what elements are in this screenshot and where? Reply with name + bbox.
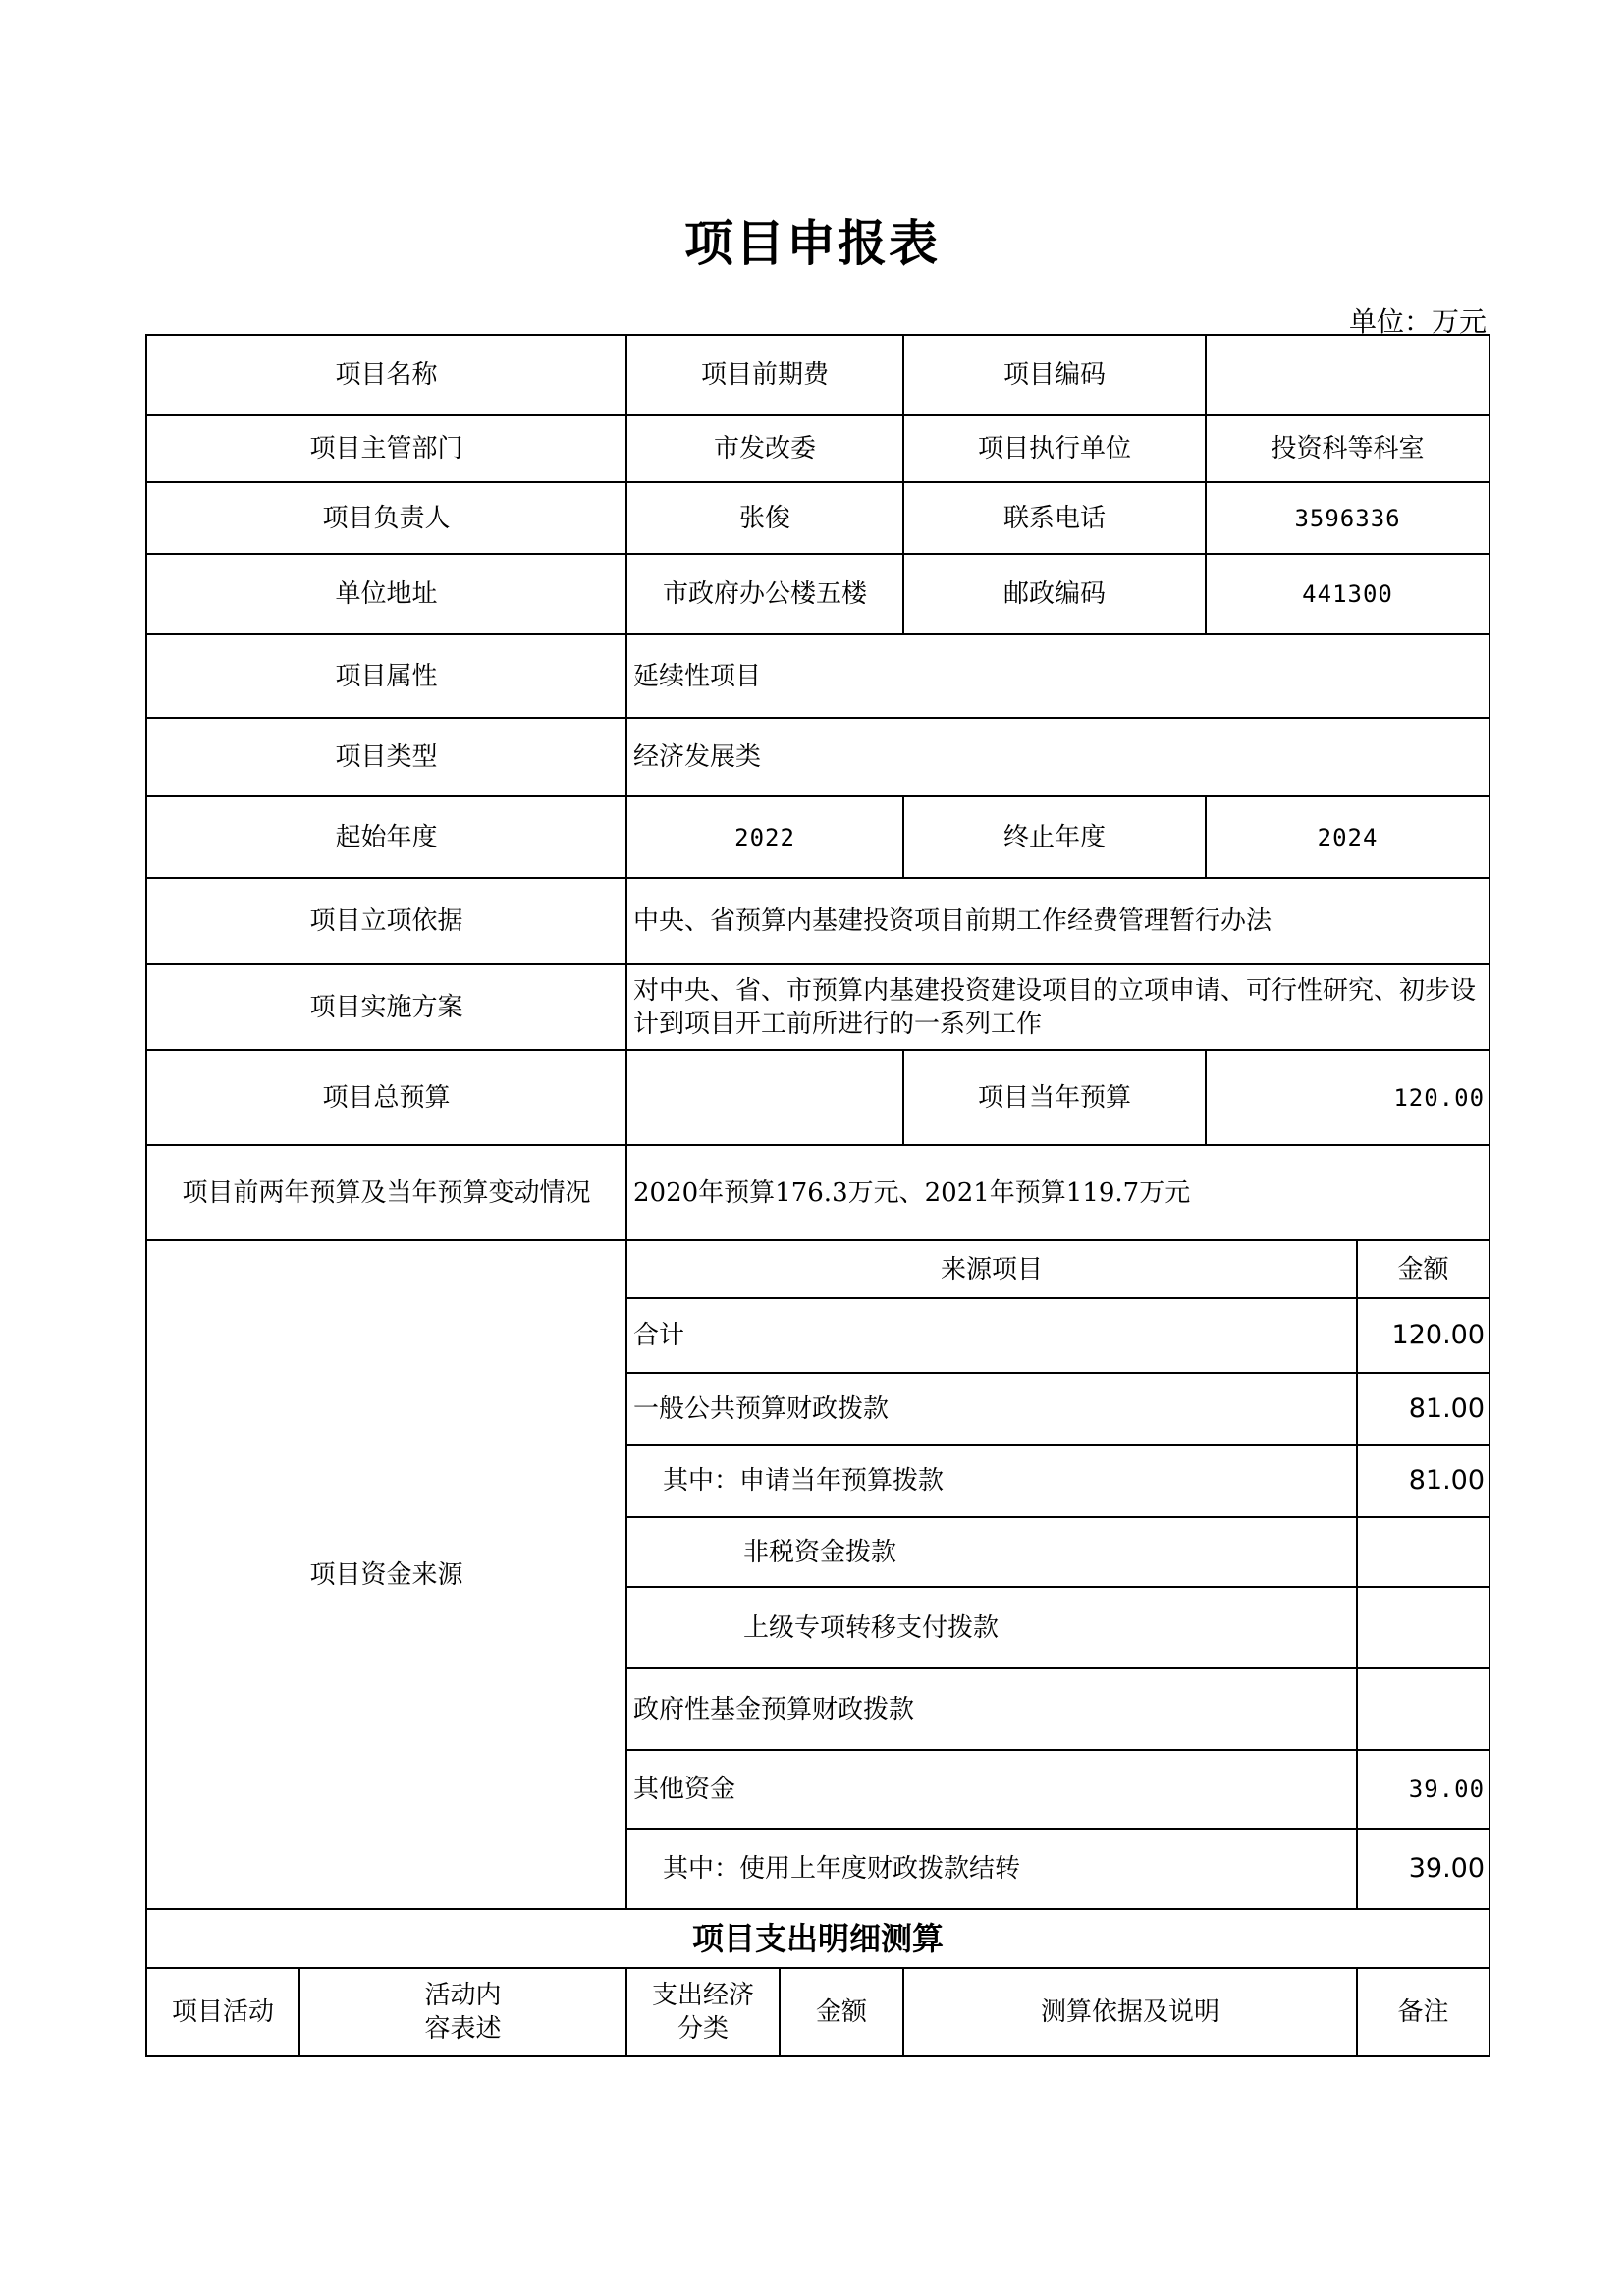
funding-item-amount: 39.00 — [1357, 1750, 1489, 1829]
funding-source-label: 项目资金来源 — [146, 1240, 626, 1909]
expense-header-amount: 金额 — [780, 1968, 903, 2056]
total-budget-label: 项目总预算 — [146, 1050, 626, 1145]
plan-value: 对中央、省、市预算内基建投资建设项目的立项申请、可行性研究、初步设计到项目开工前所进行的一系列工作 — [626, 964, 1489, 1050]
table-row — [146, 1050, 1489, 1145]
start-year-label: 起始年度 — [146, 796, 626, 878]
page-title: 项目申报表 — [684, 215, 940, 272]
funding-item-name: 其中：使用上年度财政拨款结转 — [626, 1829, 1357, 1909]
year-budget-value: 120.00 — [1206, 1050, 1489, 1145]
address-value: 市政府办公楼五楼 — [626, 554, 903, 634]
table-row — [146, 1968, 1489, 2056]
funding-item-amount — [1357, 1668, 1489, 1750]
expense-header-description: 活动内容表述 — [299, 1968, 626, 2056]
department-value: 市发改委 — [626, 415, 903, 482]
expense-header-activity: 项目活动 — [146, 1968, 299, 2056]
funding-item-name: 非税资金拨款 — [626, 1517, 1357, 1587]
funding-item-name: 一般公共预算财政拨款 — [626, 1373, 1357, 1445]
budget-change-value: 2020年预算176.3万元、2021年预算119.7万元 — [626, 1145, 1489, 1240]
funding-item-name: 政府性基金预算财政拨款 — [626, 1668, 1357, 1750]
table-row — [146, 878, 1489, 964]
basis-value: 中央、省预算内基建投资项目前期工作经费管理暂行办法 — [626, 878, 1489, 964]
project-code-label: 项目编码 — [903, 335, 1206, 415]
funding-item-amount — [1357, 1587, 1489, 1668]
attribute-value: 延续性项目 — [626, 634, 1489, 718]
plan-label: 项目实施方案 — [146, 964, 626, 1050]
funding-source-header: 来源项目 — [626, 1240, 1357, 1298]
attribute-label: 项目属性 — [146, 634, 626, 718]
phone-value: 3596336 — [1206, 482, 1489, 554]
funding-item-amount: 81.00 — [1357, 1445, 1489, 1517]
total-budget-value — [626, 1050, 903, 1145]
project-name-label: 项目名称 — [146, 335, 626, 415]
funding-item-amount — [1357, 1517, 1489, 1587]
funding-item-amount: 120.00 — [1357, 1298, 1489, 1373]
table-row — [146, 964, 1489, 1050]
end-year-label: 终止年度 — [903, 796, 1206, 878]
budget-change-label: 项目前两年预算及当年预算变动情况 — [146, 1145, 626, 1240]
table-row — [146, 1145, 1489, 1240]
project-code-value — [1206, 335, 1489, 415]
expense-section-title: 项目支出明细测算 — [146, 1909, 1489, 1968]
table-row — [146, 415, 1489, 482]
executing-unit-label: 项目执行单位 — [903, 415, 1206, 482]
table-row — [146, 335, 1489, 415]
year-budget-label: 项目当年预算 — [903, 1050, 1206, 1145]
department-label: 项目主管部门 — [146, 415, 626, 482]
table-row — [146, 1240, 1489, 1298]
table-row — [146, 796, 1489, 878]
funding-item-name: 其他资金 — [626, 1750, 1357, 1829]
executing-unit-value: 投资科等科室 — [1206, 415, 1489, 482]
leader-value: 张俊 — [626, 482, 903, 554]
funding-item-name: 合计 — [626, 1298, 1357, 1373]
postcode-value: 441300 — [1206, 554, 1489, 634]
funding-item-name: 其中：申请当年预算拨款 — [626, 1445, 1357, 1517]
type-value: 经济发展类 — [626, 718, 1489, 796]
expense-header-basis: 测算依据及说明 — [903, 1968, 1357, 2056]
funding-amount-header: 金额 — [1357, 1240, 1489, 1298]
postcode-label: 邮政编码 — [903, 554, 1206, 634]
funding-item-name: 上级专项转移支付拨款 — [626, 1587, 1357, 1668]
phone-label: 联系电话 — [903, 482, 1206, 554]
start-year-value: 2022 — [626, 796, 903, 878]
unit-label: 单位：万元 — [1348, 305, 1487, 338]
project-application-table — [145, 334, 1490, 2057]
project-name-value: 项目前期费 — [626, 335, 903, 415]
type-label: 项目类型 — [146, 718, 626, 796]
funding-item-amount: 81.00 — [1357, 1373, 1489, 1445]
table-row — [146, 1909, 1489, 1968]
leader-label: 项目负责人 — [146, 482, 626, 554]
end-year-value: 2024 — [1206, 796, 1489, 878]
table-row — [146, 718, 1489, 796]
table-row — [146, 554, 1489, 634]
table-row — [146, 634, 1489, 718]
table-row — [146, 482, 1489, 554]
address-label: 单位地址 — [146, 554, 626, 634]
expense-header-category: 支出经济分类 — [626, 1968, 780, 2056]
expense-header-remark: 备注 — [1357, 1968, 1489, 2056]
funding-item-amount: 39.00 — [1357, 1829, 1489, 1909]
basis-label: 项目立项依据 — [146, 878, 626, 964]
